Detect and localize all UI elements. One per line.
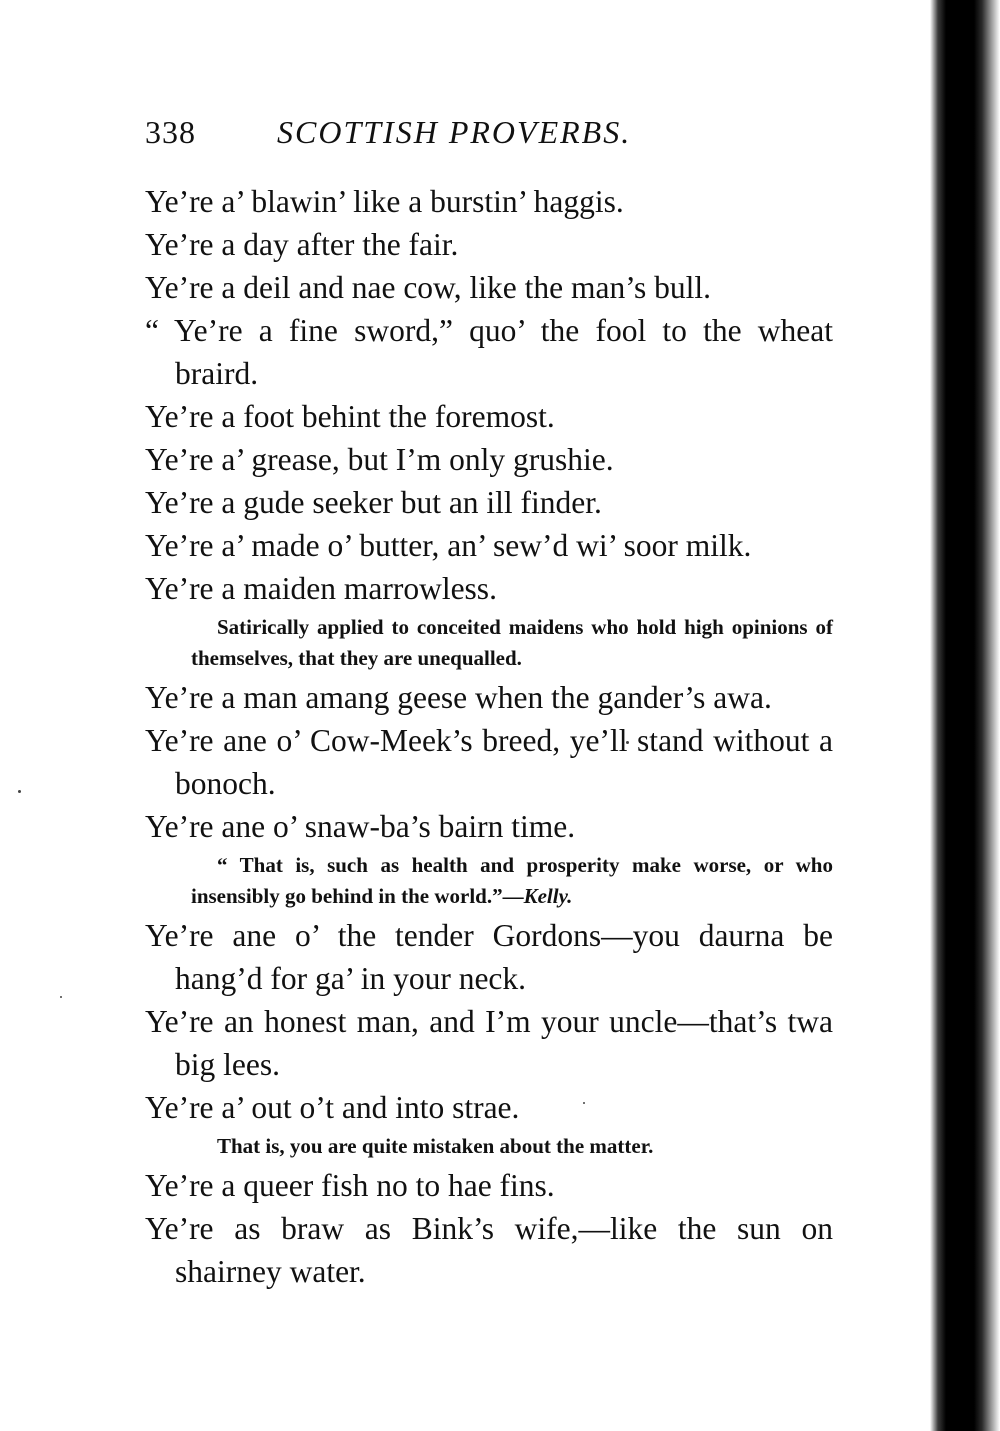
print-speck [18,790,21,793]
proverb-entry: Ye’re a day after the fair. [145,227,459,262]
print-speck [60,996,62,998]
book-binding-shadow [930,0,1000,1431]
proverb-entry: “ Ye’re a fine sword,” quo’ the fool to the wheat braird. [145,313,833,391]
proverb-note: Satirically applied to conceited maidens who hold high opinions of themselves, that they are unequalled. [191,615,833,670]
proverb-entry: Ye’re a’ blawin’ like a burstin’ haggis. [145,184,624,219]
proverb-entry: Ye’re a’ grease, but I’m only grushie. [145,442,614,477]
proverb-list [145,180,833,1293]
page-number: 338 [145,114,196,150]
proverb-note [145,850,833,912]
proverb-entry: Ye’re a queer fish no to hae fins. [145,1168,555,1203]
proverb-entry: Ye’re an honest man, and I’m your uncle—that’s twa big lees. [145,1004,833,1082]
proverb-entry: Ye’re a’ out o’t and into strae. [145,1090,520,1125]
proverb-entry: Ye’re a deil and nae cow, like the man’s bull. [145,270,711,305]
proverb-entry: Ye’re a maiden marrowless. [145,571,497,606]
note-text: “ That is, such as health and prosperity make worse, or who insensibly go behind in the world.”— [191,853,833,908]
note-attribution: Kelly. [523,884,573,908]
proverb-entry: Ye’re a foot behint the foremost. [145,399,555,434]
proverb-entry: Ye’re ane o’ the tender Gordons—you daurna be hang’d for ga’ in your neck. [145,918,833,996]
proverb-entry: Ye’re a’ made o’ butter, an’ sew’d wi’ soor milk. [145,528,752,563]
proverb-entry: Ye’re a gude seeker but an ill finder. [145,485,602,520]
proverb-entry: Ye’re ane o’ snaw-ba’s bairn time. [145,809,576,844]
running-title: SCOTTISH PROVERBS. [277,114,632,150]
proverb-entry: Ye’re as braw as Bink’s wife,—like the sun on shairney water. [145,1211,833,1289]
proverb-note: That is, you are quite mistaken about the matter. [217,1134,654,1158]
page-header [145,112,631,156]
proverb-entry: Ye’re a man amang geese when the gander’s awa. [145,680,772,715]
proverb-entry: Ye’re ane o’ Cow-Meek’s breed, ye’ll stand without a bonoch. [145,723,833,801]
